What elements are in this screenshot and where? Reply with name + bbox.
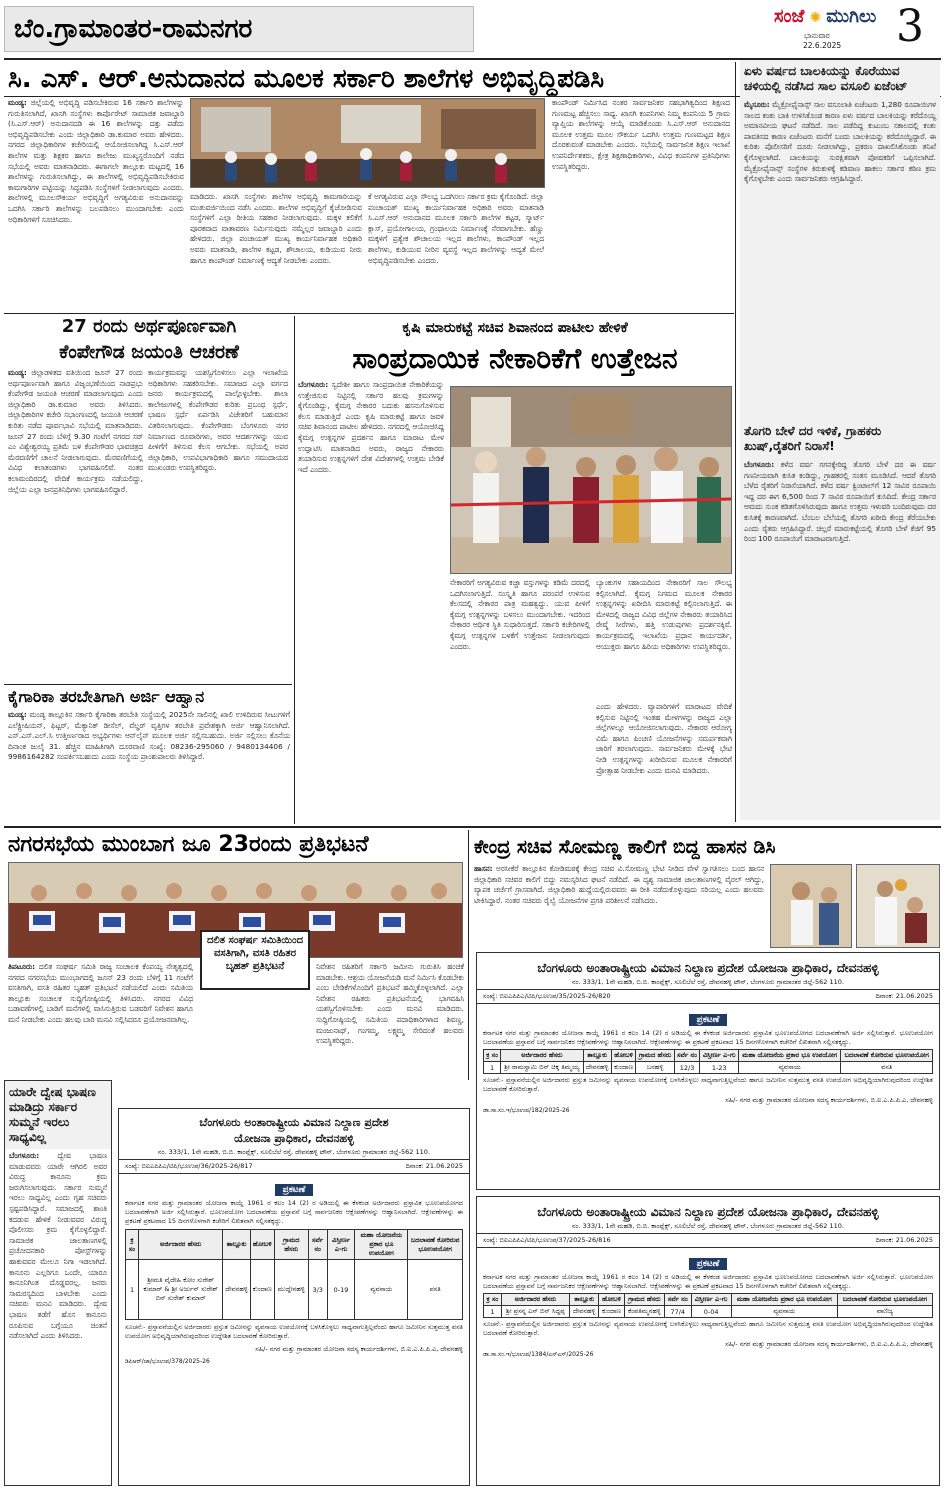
somanna-photo-2 [856, 864, 940, 948]
masthead [0, 0, 945, 58]
notice-1-table [483, 1049, 933, 1074]
notice-2-ref: ಸಂಖ್ಯೆ: ಬಿಐಎಪಿಪಿಎ/ಟಿಪಿ/ಭೂಉಪ/36/2025-26/817 [125, 1162, 253, 1170]
sidebar-headline-2: ತೊಗರಿ ಬೇಳೆ ದರ ಇಳಿಕೆ, ಗ್ರಾಹಕರು ಖುಷ್,ರೈತರಿಗೆ ನಿರಾಸೆ! [744, 424, 882, 453]
apprentice-body: ಮಂಡ್ಯ: ಮಂಡ್ಯ ತಾಲ್ಲೂಕಿನ ಸರ್ಕಾರಿ ಕೈಗಾರಿಕಾ ತರಬೇತಿ ಸಂಸ್ಥೆಯಲ್ಲಿ 2025ನೇ ಸಾಲಿನಲ್ಲಿ ಖಾಲಿ ಉಳಿದಿರುವ ಸೀಟುಗಳಿಗೆ ಎಲೆಕ್ಟ್ರೀಷಿಯನ್, ಫಿಟ್ಟರ್, ಮೆಕ್ಯಾನಿಕ್ ಡೀಸೆಲ್, ವೆಲ್ಡರ್ ವೃತ್ತಿಗಳ ತರಬೇತಿ ಪ್ರವೇಶಕ್ಕಾಗಿ ಅರ್ಜಿ ಆಹ್ವಾನಿಸಲಾಗಿದೆ. ಎಸ್.ಎಸ್.ಎಲ್.ಸಿ ಉತ್ತೀರ್ಣರಾದ ಅಭ್ಯರ್ಥಿಗಳು ಆನ್‌ಲೈನ್ ಮೂಲಕ ಅರ್ಜಿ ಸಲ್ಲಿಸಬಹುದು. ಅರ್ಜಿ ಸಲ್ಲಿಸಲು ಕೊನೆಯ ದಿನಾಂಕ ಜುಲೈ 31. ಹೆಚ್ಚಿನ ಮಾಹಿತಿಗಾಗಿ ದೂರವಾಣಿ ಸಂಖ್ಯೆ: 08236-295060 / 9480134406 / 9986164282 ಸಂಪರ್ಕಿಸಬಹುದು ಎಂದು ಸಂಸ್ಥೆಯ ಪ್ರಾಂಶುಪಾಲರು ತಿಳಿಸಿದ್ದಾರೆ. [8, 710, 290, 762]
notice-1-intro: ಕರ್ನಾಟಕ ನಗರ ಮತ್ತು ಗ್ರಾಮಾಂತರ ಯೋಜನಾ ಕಾಯ್ದೆ 1961 ರ ಕಲಂ 14 (2) ರ ಅಡಿಯಲ್ಲಿ ಈ ಕೆಳಕಂಡ ಅರ್ಜಿದಾರರು ಪ್ರಸ್ತಾವಿತ ಭೂಉಪಯೋಗದ ಬದಲಾವಣೆಗಾಗಿ ಅರ್ಜಿ ಸಲ್ಲಿಸಿರುತ್ತಾರೆ. ಭೂಉಪಯೋಗ ಬದಲಾವಣೆಯ ಪ್ರಸ್ತಾವನೆ ಬಗ್ಗೆ ಸಾರ್ವಜನಿಕರ ಆಕ್ಷೇಪಣೆಗಳನ್ನು ಆಹ್ವಾನಿಸಲಾಗಿದೆ. ಆಕ್ಷೇಪಣೆಗಳನ್ನು ಈ ಪ್ರಕಟಣೆ ಪ್ರಕಟವಾದ 15 ದಿನಗಳೊಳಗಾಗಿ ಕಚೇರಿಗೆ ಲಿಖಿತವಾಗಿ ಸಲ್ಲಿಸತಕ್ಕದ್ದು. [483, 1029, 933, 1046]
hate-speech-headline: ಯಾರೇ ದ್ವೇಷ ಭಾಷಣ ಮಾಡಿದ್ರು ಸರ್ಕಾರ ಸುಮ್ಮನೆ ಇರಲು ಸಾಧ್ಯವಿಲ್ಲ [5, 1081, 111, 1149]
somanna-dateline: ಹಾಸನ: [474, 864, 493, 873]
sidebar-body-2: ಕಳೆದ ವರ್ಷ ಗಗನಕ್ಕೇರಿದ್ದ ತೊಗರಿ ಬೇಳೆ ದರ ಈ ವರ್ಷ ಗಣನೀಯವಾಗಿ ಕುಸಿತ ಕಂಡಿದ್ದು, ಗ್ರಾಹಕರಲ್ಲಿ ಸಂತಸ ಮೂಡಿಸಿದೆ. ಆದರೆ ತೊಗರಿ ಬೆಳೆದ ರೈತರಿಗೆ ನಿರಾಸೆಯಾಗಿದೆ. ಕಳೆದ ವರ್ಷ ಕ್ವಿಂಟಾಲ್‌ಗೆ 12 ಸಾವಿರ ರೂಪಾಯಿ ಇದ್ದ ದರ ಈಗ 6,500 ರಿಂದ 7 ಸಾವಿರ ರೂಪಾಯಿಗೆ ಕುಸಿದಿದೆ. ಕೇಂದ್ರ ಸರ್ಕಾರ ಆಮದು ಸುಂಕ ಕಡಿತಗೊಳಿಸಿರುವುದು ಹಾಗೂ ಉತ್ತಮ ಇಳುವರಿ ಬಂದಿರುವುದು ದರ ಕುಸಿತಕ್ಕೆ ಕಾರಣವಾಗಿದೆ. ಬೆಂಬಲ ಬೆಲೆಯಲ್ಲಿ ತೊಗರಿ ಖರೀದಿ ಕೇಂದ್ರ ತೆರೆಯಬೇಕು ಎಂದು ರೈತರು ಆಗ್ರಹಿಸಿದ್ದಾರೆ. ಚಿಲ್ಲರೆ ಮಾರುಕಟ್ಟೆಯಲ್ಲಿ ತೊಗರಿ ಬೇಳೆ ಕೆಜಿಗೆ 95 ರಿಂದ 100 ರೂಪಾಯಿಗೆ ಮಾರಾಟವಾಗುತ್ತಿದೆ. [744, 460, 937, 544]
notice-3-slip: ಡಾ.ಸಾ.ಸಂ.ಇ/ಭೂಉಪ/1384/ಎಸ್‌ಎಸ್/2025-26 [483, 1351, 594, 1358]
sun-icon: ✺ [809, 10, 822, 26]
lead-col2: ಮಾಡಿದರು. ಖಾಸಗಿ ಸಂಸ್ಥೆಗಳು ಶಾಲೆಗಳ ಅಭಿವೃದ್ಧಿ ಕಾಮಗಾರಿಯನ್ನು ಮುತುವರ್ಜಿಯಿಂದ ನಡೆಸಿ ಎಂದರು. ಶಾಲೆಗಳ ಅಭಿವೃದ್ಧಿಗೆ ಕೈಜೋಡಿಸುವ ಸಂಸ್ಥೆಗಳಿಗೆ ಎಲ್ಲಾ ರೀತಿಯ ಸಹಕಾರ ನೀಡಲಾಗುವುದು. ಮಕ್ಕಳ ಕಲಿಕೆಗೆ ಪೂರಕವಾದ ವಾತಾವರಣ ನಿರ್ಮಿಸುವುದು ನಮ್ಮೆಲ್ಲರ ಜವಾಬ್ದಾರಿ ಎಂದು ಹೇಳಿದರು. ಜಿಲ್ಲಾ ಪಂಚಾಯತ್ ಮುಖ್ಯ ಕಾರ್ಯನಿರ್ವಾಹಕ ಅಧಿಕಾರಿ ಅವರು ಮಾತನಾಡಿ, ಶಾಲೆಗಳ ಕಟ್ಟಡ, ಶೌಚಾಲಯ, ಕುಡಿಯುವ ನೀರು ಹಾಗೂ ಕಾಂಪೌಂಡ್ ನಿರ್ಮಾಣಕ್ಕೆ ಆದ್ಯತೆ ನೀಡಬೇಕು ಎಂದರು. [190, 192, 362, 265]
notice-2-authority-2: ಯೋಜನಾ ಪ್ರಾಧಿಕಾರ, ದೇವನಹಳ್ಳಿ [234, 1132, 354, 1145]
notice-2-address: ನಂ. 333/1, 1ನೇ ಮಹಡಿ, ಬಿ.ಬಿ. ಕಾಂಪ್ಲೆಕ್ಸ್, ಸೂಲಿಬೆಲೆ ರಸ್ತೆ, ದೇವನಹಳ್ಳಿ ಟೌನ್, ಬೆಂಗಳೂರು ಗ್ರಾಮಾಂತರ ಜಿಲ್ಲೆ-562 110. [157, 1148, 430, 1156]
date: 22.6.2025 [803, 41, 842, 50]
protest-col1: ತಿಪಟೂರು: ದಲಿತ ಸಂಘರ್ಷ ಸಮಿತಿ ರಾಜ್ಯ ಸಂಚಾಲಕ ಕೆಂಪಯ್ಯ ನೇತೃತ್ವದಲ್ಲಿ ನಗರದ ನಗರಸಭೆಯ ಮುಂಭಾಗದಲ್ಲಿ ಜೂನ್ 23 ರಂದು ಬೆಳಿಗ್ಗೆ 11 ಗಂಟೆಗೆ ವಸತಿಗಾಗಿ, ವಸತಿ ರಹಿತರ ಬೃಹತ್ ಪ್ರತಿಭಟನೆ ನಡೆಯಲಿದೆ ಎಂದು ಸಮಿತಿಯ ತಾಲ್ಲೂಕು ಸಂಚಾಲಕ ಸುದ್ದಿಗೋಷ್ಠಿಯಲ್ಲಿ ತಿಳಿಸಿದರು. ನಗರದ ವಿವಿಧ ಬಡಾವಣೆಗಳಲ್ಲಿ ಬಾಡಿಗೆ ಮನೆಗಳಲ್ಲಿ ವಾಸಿಸುತ್ತಿರುವ ಬಡವರಿಗೆ ನಿವೇಶನ ಹಾಗೂ ಮನೆ ನೀಡಬೇಕು ಎಂದು ಹಲವು ಬಾರಿ ಮನವಿ ಸಲ್ಲಿಸಿದರೂ ಪ್ರಯೋಜನವಾಗಿಲ್ಲ. [8, 962, 193, 1024]
table-header-row: ಕ್ರ ಸಂ ಅರ್ಜಿದಾರರ ಹೆಸರು ತಾಲ್ಲೂಕು ಹೋಬಳಿ ಗ್ರಾಮದ ಹೆಸರು ಸರ್ವೆ ನಂ ವಿಸ್ತೀರ್ಣ ಎ-ಗು ಮಹಾ ಯೋಜನೆಯ ಪ್ರಕಾರ ಭೂ ಉಪಯೋಗ ಬದಲಾವಣೆ ಕೋರಿರುವ ಭೂಉಪಯೋಗ [126, 1230, 463, 1260]
weekday: ಭಾನುವಾರ [804, 31, 830, 40]
notice-2 [118, 1108, 470, 1486]
notice-1-address: ನಂ. 333/1, 1ನೇ ಮಹಡಿ, ಬಿ.ಬಿ. ಕಾಂಪ್ಲೆಕ್ಸ್, ಸೂಲಿಬೆಲೆ ರಸ್ತೆ, ದೇವನಹಳ್ಳಿ ಟೌನ್, ಬೆಂಗಳೂರು ಗ್ರಾಮಾಂತರ ಜಿಲ್ಲೆ-562 110. [571, 978, 844, 986]
notice-3-ref: ಸಂಖ್ಯೆ: ಬಿಐಎಪಿಪಿಎ/ಟಿಪಿ/ಭೂಉಪ/37/2025-26/816 [483, 1236, 611, 1244]
paper-logo [774, 6, 894, 30]
notice-3-table [483, 1293, 933, 1318]
shivananda-col2: ನೇಕಾರರಿಗೆ ಅಗತ್ಯವಿರುವ ಕಚ್ಚಾ ವಸ್ತುಗಳನ್ನು ಕಡಿಮೆ ದರದಲ್ಲಿ ಒದಗಿಸಲಾಗುತ್ತಿದೆ. ಸಂಸ್ಕೃತಿ ಹಾಗೂ ಪರಂಪರೆ ಉಳಿಸುವ ಕೆಲಸದಲ್ಲಿ ನೇಕಾರರ ಪಾತ್ರ ಮಹತ್ವದ್ದು. ಯುವ ಪೀಳಿಗೆ ಕೈಮಗ್ಗ ಉತ್ಪನ್ನಗಳನ್ನು ಬಳಸಲು ಮುಂದಾಗಬೇಕು. ಇದರಿಂದ ನೇಕಾರರ ಆರ್ಥಿಕ ಸ್ಥಿತಿ ಸುಧಾರಿಸುತ್ತದೆ. ಸರ್ಕಾರಿ ಕಚೇರಿಗಳಲ್ಲಿ ಕೈಮಗ್ಗ ಉತ್ಪನ್ನಗಳ ಬಳಕೆಗೆ ಉತ್ತೇಜನ ನೀಡಲಾಗುವುದು ಎಂದರು. [450, 578, 590, 651]
notice-1 [476, 952, 940, 1190]
notice-1-authority: ಬೆಂಗಳೂರು ಅಂತಾರಾಷ್ಟ್ರೀಯ ವಿಮಾನ ನಿಲ್ದಾಣ ಪ್ರದೇಶ ಯೋಜನಾ ಪ್ರಾಧಿಕಾರ, ದೇವನಹಳ್ಳಿ [537, 961, 879, 975]
logo-word-1: ಸಂಜೆ [774, 6, 805, 27]
table-row: 1 ಶ್ರೀ ರಾಮಸ್ವಾಮಿ ಬಿನ್ ಚಿಕ್ಕ ತಿಮ್ಮಯ್ಯ ದೇವನಹಳ್ಳಿ ಕುಂದಾಣ ಬನಹಳ್ಳಿ 12/3 1-23 ವ್ಯವಸಾಯ ವಸತಿ [484, 1062, 933, 1074]
protest-box-title: ದಲಿತ ಸಂಘರ್ಷ ಸಮಿತಿಯಿಂದ ವಸತಿಗಾಗಿ, ವಸತಿ ರಹಿತರ ಬೃಹತ್ ಪ್ರತಿಭಟನೆ [206, 935, 304, 972]
notice-2-title: ಪ್ರಕಟಣೆ [275, 1184, 314, 1196]
kempegowda-headline-1: 27 ರಂದು ಅರ್ಥಪೂರ್ಣವಾಗಿ [61, 316, 237, 337]
sidebar-dateline-1: ಮೈಸೂರು: [744, 100, 770, 109]
protest-headline: ನಗರಸಭೆಯ ಮುಂಬಾಗ ಜೂ 23ರಂದು ಪ್ರತಿಭಟನೆ [8, 832, 369, 857]
notice-1-note: ಸೂಚನೆ:- ಪ್ರಸ್ತಾವನೆಯಲ್ಲಿನ ಅರ್ಜಿದಾರರು ಪ್ರಸ್ತುತ ಜಮೀನನ್ನು ವ್ಯವಸಾಯ ಉಪಯೋಗಕ್ಕೆ ಬಳಸಿಕೊಳ್ಳಲು ಸಾಧ್ಯವಾಗುತ್ತಿಲ್ಲವೆಂದು ಹಾಗೂ ಜಮೀನಿನ ಸುತ್ತಮುತ್ತ ವಸತಿ ಉಪಯೋಗ ಅಭಿವೃದ್ಧಿಯಾಗಿರುವುದರಿಂದ ಉದ್ದೇಶಿತ ಬದಲಾವಣೆ ಕೋರಿರುತ್ತಾರೆ. [483, 1076, 933, 1093]
notice-2-slip: ಡಿಪಿಆರ್/ಜಾ/ಭೂಉಪ/378/2025-26 [125, 1358, 210, 1365]
sidebar-story-2 [740, 420, 940, 820]
page-number: 3 [896, 1, 924, 52]
protest-dateline: ತಿಪಟೂರು: [8, 962, 36, 971]
notice-2-intro: ಕರ್ನಾಟಕ ನಗರ ಮತ್ತು ಗ್ರಾಮಾಂತರ ಯೋಜನಾ ಕಾಯ್ದೆ 1961 ರ ಕಲಂ 14 (2) ರ ಅಡಿಯಲ್ಲಿ ಈ ಕೆಳಕಂಡ ಅರ್ಜಿದಾರರು ಪ್ರಸ್ತಾವಿತ ಭೂಉಪಯೋಗದ ಬದಲಾವಣೆಗಾಗಿ ಅರ್ಜಿ ಸಲ್ಲಿಸಿರುತ್ತಾರೆ. ಭೂಉಪಯೋಗ ಬದಲಾವಣೆಯ ಪ್ರಸ್ತಾವನೆ ಬಗ್ಗೆ ಸಾರ್ವಜನಿಕರ ಆಕ್ಷೇಪಣೆಗಳನ್ನು ಆಹ್ವಾನಿಸಲಾಗಿದೆ. ಆಕ್ಷೇಪಣೆಗಳನ್ನು ಈ ಪ್ರಕಟಣೆ ಪ್ರಕಟವಾದ 15 ದಿನಗಳೊಳಗಾಗಿ ಕಚೇರಿಗೆ ಲಿಖಿತವಾಗಿ ಸಲ್ಲಿಸತಕ್ಕದ್ದು. [125, 1199, 463, 1225]
lead-col4: ಕಾಂಪೌಂಡ್ ನಿರ್ಮಿಸಿದ ನಂತರ ಸಾರ್ವಜನಿಕರ ಸಹಭಾಗಿತ್ವದಿಂದ ಶಿಕ್ಷಣದ ಗುಣಮಟ್ಟ ಹೆಚ್ಚಿಸಲು ಸಾಧ್ಯ. ಖಾಸಗಿ ಕಂಪನಿಗಳು ನಿಮ್ಮ ಕಂಪನಿಯ 5 ಗ್ರಾಮ ವ್ಯಾಪ್ತಿಯ ಶಾಲೆಗಳನ್ನು ಆಯ್ಕೆ ಮಾಡಿಕೊಂಡು ಸಿ.ಎಸ್.ಆರ್ ಅನುದಾನದ ಮೂಲಕ ಉತ್ತಮ ಮೂಲ ಸೌಕರ್ಯ ಒದಗಿಸಿ ಉತ್ತಮ ಗುಣಮಟ್ಟದ ಶಿಕ್ಷಣ ದೊರಕುವಂತೆ ಮಾಡಬೇಕು ಎಂದರು. ಸಭೆಯಲ್ಲಿ ಸಾರ್ವಜನಿಕ ಶಿಕ್ಷಣ ಇಲಾಖೆ ಉಪನಿರ್ದೇಶಕರು, ಕ್ಷೇತ್ರ ಶಿಕ್ಷಣಾಧಿಕಾರಿಗಳು, ವಿವಿಧ ಕಂಪನಿಗಳ ಪ್ರತಿನಿಧಿಗಳು ಉಪಸ್ಥಿತರಿದ್ದರು. [552, 98, 730, 171]
sidebar-headline-1: ಏಳು ವರ್ಷದ ಬಾಲಕಿಯನ್ನು ಕೊರೆಯುವ ಚಳಿಯಲ್ಲಿ ನಡೆಸಿದ ಸಾಲ ವಸೂಲಿ ಏಜೆಂಟ್ [744, 64, 908, 93]
somanna-body: ಹಾಸನ: ಅರಸೀಕೆರೆ ತಾಲ್ಲೂಕಿನ ಕೋಡಿಮಠಕ್ಕೆ ಕೇಂದ್ರ ಸಚಿವ ವಿ.ಸೋಮಣ್ಣ ಭೇಟಿ ನೀಡಿದ ವೇಳೆ ಸ್ವಾಗತಿಸಲು ಬಂದ ಹಾಸನ ಜಿಲ್ಲಾಧಿಕಾರಿ ಸಚಿವರ ಕಾಲಿಗೆ ಬಿದ್ದು ನಮಸ್ಕರಿಸಿದ ಘಟನೆ ನಡೆದಿದೆ. ಈ ದೃಶ್ಯ ಸಾಮಾಜಿಕ ಜಾಲತಾಣಗಳಲ್ಲಿ ವೈರಲ್ ಆಗಿದ್ದು, ವ್ಯಾಪಕ ಚರ್ಚೆಗೆ ಗ್ರಾಸವಾಗಿದೆ. ಜಿಲ್ಲಾಧಿಕಾರಿ ಹುದ್ದೆಯಲ್ಲಿರುವವರು ಈ ರೀತಿ ನಡೆದುಕೊಳ್ಳುವುದು ಸರಿಯಲ್ಲ ಎಂದು ಹಲವರು ಟೀಕಿಸಿದ್ದಾರೆ. ನಂತರ ಸಚಿವರು ರೈಲ್ವೆ ಯೋಜನೆಗಳ ಪ್ರಗತಿ ಪರಿಶೀಲನೆ ನಡೆಸಿದರು. [474, 864, 764, 905]
sidebar-story-1 [740, 60, 940, 420]
apprentice-headline: ಕೈಗಾರಿಕಾ ತರಬೇತಿಗಾಗಿ ಅರ್ಜಿ ಆಹ್ವಾನ [8, 687, 205, 706]
notice-2-table [125, 1229, 463, 1320]
lead-col1: ಮಂಡ್ಯ: ಜಿಲ್ಲೆಯಲ್ಲಿ ಅಭಿವೃದ್ಧಿ ಪಡಿಸಬೇಕಿರುವ 16 ಸರ್ಕಾರಿ ಶಾಲೆಗಳನ್ನು ಗುರುತಿಸಲಾಗಿದೆ, ಖಾಸಗಿ ಸಂಸ್ಥೆಗಳು ಕಾರ್ಪೊರೇಟ್ ಸಾಮಾಜಿಕ ಜವಾಬ್ದಾರಿ (ಸಿ.ಎಸ್.ಆರ್) ಅನುದಾನದಡಿ ಈ 16 ಶಾಲೆಗಳನ್ನು ದತ್ತು ಪಡೆದು ಅಭಿವೃದ್ಧಿಪಡಿಸಬೇಕು ಎಂದು ಜಿಲ್ಲಾಧಿಕಾರಿ ಡಾ.ಕುಮಾರ ಅವರು ಹೇಳಿದರು. ನಗರದ ಜಿಲ್ಲಾಧಿಕಾರಿಗಳ ಕಚೇರಿಯಲ್ಲಿ ಆಯೋಜಿಸಲಾಗಿದ್ದ ಸಿ.ಎಸ್.ಆರ್ ಶಾಲೆಗಳ ಮತ್ತು ಶಿಕ್ಷಕರ ಹಾಗೂ ಕಾಲೇಜು ಮುಖ್ಯಸ್ಥರೊಂದಿಗೆ ನಡೆದ ಸಭೆಯಲ್ಲಿ ಅವರು ಮಾತನಾಡಿದರು. ಈಗಾಗಲೇ ತಾಲ್ಲೂಕು ಮಟ್ಟದಲ್ಲಿ 16 ಶಾಲೆಗಳನ್ನು ಗುರುತಿಸಲಾಗಿದ್ದು, ಈ ಶಾಲೆಗಳಲ್ಲಿ ಅಭಿವೃದ್ಧಿಪಡಿಸಬೇಕಿರುವ ಕಾಮಗಾರಿಗಳ ಪಟ್ಟಿಯನ್ನು ಸಿದ್ಧಪಡಿಸಿ ಸಂಸ್ಥೆಗಳಿಗೆ ನೀಡಲಾಗುವುದು ಎಂದರು. ಶಾಲೆಗಳಲ್ಲಿ ಮೂಲಸೌಕರ್ಯ ಅಭಿವೃದ್ಧಿಗೆ ಅಗತ್ಯವಿರುವ ಅನುದಾನವನ್ನು ಒದಗಿಸಿ ಸರ್ಕಾರಿ ಶಾಲೆಗಳನ್ನು ಬಲಪಡಿಸಲು ಮುಂದಾಗಬೇಕು ಎಂದು ಅಧಿಕಾರಿಗಳಿಗೆ ಸೂಚಿಸಿದರು. [8, 98, 184, 224]
notice-3-title: ಪ್ರಕಟಣೆ [689, 1258, 728, 1270]
notice-1-ref: ಸಂಖ್ಯೆ: ಬಿಐಎಪಿಪಿಎ/ಟಿಪಿ/ಭೂಉಪ/35/2025-26/820 [483, 992, 611, 1000]
hate-speech-body: ದ್ವೇಷ ಭಾಷಣ ಮಾಡುವವರು ಯಾರೇ ಆಗಿರಲಿ ಅವರ ವಿರುದ್ಧ ಕಾನೂನು ಕ್ರಮ ಜರುಗಿಸಲಾಗುವುದು. ಸರ್ಕಾರ ಸುಮ್ಮನೆ ಇರಲು ಸಾಧ್ಯವಿಲ್ಲ ಎಂದು ಗೃಹ ಸಚಿವರು ಸ್ಪಷ್ಟಪಡಿಸಿದ್ದಾರೆ. ಸಮಾಜದಲ್ಲಿ ಶಾಂತಿ ಕದಡುವ ಹೇಳಿಕೆ ನೀಡುವವರ ವಿರುದ್ಧ ಪೊಲೀಸರು ಕ್ರಮ ಕೈಗೊಳ್ಳಲಿದ್ದಾರೆ. ಸಾಮಾಜಿಕ ಜಾಲತಾಣಗಳಲ್ಲಿ ಪ್ರಚೋದನಕಾರಿ ಪೋಸ್ಟ್‌ಗಳನ್ನು ಹಾಕುವವರ ಮೇಲೂ ನಿಗಾ ಇಡಲಾಗಿದೆ. ಕಾನೂನು ಎಲ್ಲರಿಗೂ ಒಂದೇ, ಯಾರೂ ಕಾನೂನಿಗಿಂತ ದೊಡ್ಡವರಲ್ಲ. ಜನರು ಸಾಮರಸ್ಯದಿಂದ ಬಾಳಬೇಕು ಎಂದು ಸಚಿವರು ಮನವಿ ಮಾಡಿದರು. ದ್ವೇಷ ಭಾಷಣ ತಡೆಗೆ ಹೊಸ ಕಾನೂನು ರೂಪಿಸುವ ಬಗ್ಗೆಯೂ ಚಿಂತನೆ ನಡೆಸಲಾಗಿದೆ ಎಂದು ತಿಳಿಸಿದರು. [9, 1151, 107, 1341]
notice-1-signature: ಸಹಿ/- ನಗರ ಮತ್ತು ಗ್ರಾಮಾಂತರ ಯೋಜನಾ ಸದಸ್ಯ ಕಾರ್ಯದರ್ಶಿಗಳು, ಬಿ.ಐ.ಎ.ಪಿ.ಪಿ.ಎ, ದೇವನಹಳ್ಳಿ [725, 1096, 933, 1104]
kempegowda-headline-2: ಕೆಂಪೇಗೌಡ ಜಯಂತಿ ಆಚರಣೆ [59, 341, 239, 363]
lead-dateline: ಮಂಡ್ಯ: [8, 98, 27, 107]
table-row: 1 ಶ್ರೀಮತಿ ವೈದೇಹಿ ಕೋಂ ಸುರೇಶ್ ಕುಮಾರ್ & ಶ್ರೀ ಅರ್ಜುನ್ ಸುರೇಶ್ ಬಿನ್ ಸುರೇಶ್ ಕುಮಾರ್ ದೇವನಹಳ್ಳಿ ಕುಂದಾಣ ಮುದ್ದೇನಹಳ್ಳಿ 3/3 0-19 ವ್ಯವಸಾಯ ವಸತಿ [126, 1260, 463, 1320]
sidebar-dateline-2: ಬೆಂಗಳೂರು: [744, 460, 775, 469]
sidebar-body-1: ಮೈಕ್ರೋಫೈನಾನ್ಸ್ ಸಾಲ ವಸೂಲಾತಿ ಏಜೆಂಟರು 1,280 ರೂಪಾಯಿಗಳ ಸಾಲದ ಕಂತು ಬಾಕಿ ಉಳಿಸಿಕೊಂಡ ಕಾರಣ ಏಳು ವರ್ಷದ ಬಾಲಕಿಯನ್ನು ಕರೆದೊಯ್ದ ಅಮಾನವೀಯ ಘಟನೆ ನಡೆದಿದೆ. ಸಾಲ ಪಡೆದಿದ್ದ ಕುಟುಂಬ ಸಕಾಲದಲ್ಲಿ ಕಂತು ಪಾವತಿಸದ ಕಾರಣ ಏಜೆಂಟರು ಮನೆಗೆ ಬಂದು ಬಾಲಕಿಯನ್ನು ಕರೆದೊಯ್ದಿದ್ದಾರೆ. ಈ ಕುರಿತು ಪೊಲೀಸರಿಗೆ ದೂರು ನೀಡಲಾಗಿದ್ದು, ಪ್ರಕರಣ ದಾಖಲಿಸಿಕೊಂಡು ತನಿಖೆ ಕೈಗೊಳ್ಳಲಾಗಿದೆ. ಬಾಲಕಿಯನ್ನು ಸುರಕ್ಷಿತವಾಗಿ ಪೋಷಕರಿಗೆ ಒಪ್ಪಿಸಲಾಗಿದೆ. ಮೈಕ್ರೋಫೈನಾನ್ಸ್ ಸಂಸ್ಥೆಗಳ ಕಿರುಕುಳಕ್ಕೆ ಕಡಿವಾಣ ಹಾಕಲು ಸರ್ಕಾರ ಕಠಿಣ ಕ್ರಮ ಕೈಗೊಳ್ಳಬೇಕು ಎಂದು ಸಾರ್ವಜನಿಕರು ಆಗ್ರಹಿಸಿದ್ದಾರೆ. [744, 100, 936, 184]
notice-3-address: ನಂ. 333/1, 1ನೇ ಮಹಡಿ, ಬಿ.ಬಿ. ಕಾಂಪ್ಲೆಕ್ಸ್, ಸೂಲಿಬೆಲೆ ರಸ್ತೆ, ದೇವನಹಳ್ಳಿ ಟೌನ್, ಬೆಂಗಳೂರು ಗ್ರಾಮಾಂತರ ಜಿಲ್ಲೆ-562 110. [571, 1222, 844, 1230]
notice-1-date: ದಿನಾಂಕ: 21.06.2025 [875, 992, 933, 1000]
table-header-row: ಕ್ರ ಸಂ ಅರ್ಜಿದಾರರ ಹೆಸರು ತಾಲ್ಲೂಕು ಹೋಬಳಿ ಗ್ರಾಮದ ಹೆಸರು ಸರ್ವೆ ನಂ ವಿಸ್ತೀರ್ಣ ಎ-ಗು ಮಹಾ ಯೋಜನೆಯ ಪ್ರಕಾರ ಭೂ ಉಪಯೋಗ ಬದಲಾವಣೆ ಕೋರಿರುವ ಭೂಉಪಯೋಗ [484, 1050, 933, 1062]
somanna-headline: ಕೇಂದ್ರ ಸಚಿವ ಸೋಮಣ್ಣ ಕಾಲಿಗೆ ಬಿದ್ದ ಹಾಸನ ಡಿಸಿ [474, 836, 776, 858]
notice-3-note: ಸೂಚನೆ:- ಪ್ರಸ್ತಾವನೆಯಲ್ಲಿನ ಅರ್ಜಿದಾರರು ಪ್ರಸ್ತುತ ಜಮೀನನ್ನು ವ್ಯವಸಾಯ ಉಪಯೋಗಕ್ಕೆ ಬಳಸಿಕೊಳ್ಳಲು ಸಾಧ್ಯವಾಗುತ್ತಿಲ್ಲವೆಂದು ಹಾಗೂ ಜಮೀನಿನ ಸುತ್ತಮುತ್ತ ವಸತಿ ಉಪಯೋಗ ಅಭಿವೃದ್ಧಿಯಾಗಿರುವುದರಿಂದ ಉದ್ದೇಶಿತ ಬದಲಾವಣೆ ಕೋರಿರುತ್ತಾರೆ. [483, 1320, 933, 1337]
hate-speech-dateline: ಬೆಂಗಳೂರು: [9, 1151, 40, 1160]
notice-3-date: ದಿನಾಂಕ: 21.06.2025 [875, 1236, 933, 1244]
notice-1-slip: ಡಾ.ಸಾ.ಸಂ.ಇ/ಭೂಉಪ/182/2025-26 [483, 1107, 570, 1114]
kempegowda-dateline: ಮಂಡ್ಯ: [8, 368, 27, 377]
hate-speech-story [4, 1080, 112, 1486]
shivananda-col1: ಬೆಂಗಳೂರು: ಸ್ವದೇಶೀ ಹಾಗೂ ಸಾಂಪ್ರದಾಯಿಕ ನೇಕಾರಿಕೆಯನ್ನು ಉತ್ತೇಜಿಸುವ ನಿಟ್ಟಿನಲ್ಲಿ ಸರ್ಕಾರ ಹಲವು ಕ್ರಮಗಳನ್ನು ಕೈಗೊಂಡಿದ್ದು, ಕೈಮಗ್ಗ ನೇಕಾರರ ಬದುಕು ಹಸನುಗೊಳಿಸುವ ಕೆಲಸ ಮಾಡುತ್ತಿದೆ ಎಂದು ಕೃಷಿ ಮಾರುಕಟ್ಟೆ ಹಾಗೂ ಜವಳಿ ಸಚಿವ ಶಿವಾನಂದ ಪಾಟೀಲ ಹೇಳಿದರು. ನಗರದಲ್ಲಿ ಆಯೋಜಿಸಿದ್ದ ಕೈಮಗ್ಗ ಉತ್ಪನ್ನಗಳ ಪ್ರದರ್ಶನ ಹಾಗೂ ಮಾರಾಟ ಮೇಳ ಉದ್ಘಾಟಿಸಿ ಮಾತನಾಡಿದ ಅವರು, ರಾಜ್ಯದ ನೇಕಾರರು ತಯಾರಿಸುವ ಉತ್ಪನ್ನಗಳಿಗೆ ದೇಶ ವಿದೇಶಗಳಲ್ಲಿ ಉತ್ತಮ ಬೇಡಿಕೆ ಇದೆ ಎಂದರು. [298, 380, 444, 474]
shivananda-headline: ಸಾಂಪ್ರದಾಯಿಕ ನೇಕಾರಿಕೆಗೆ ಉತ್ತೇಜನ [352, 342, 678, 375]
kempegowda-col1: ಮಂಡ್ಯ: ಜಿಲ್ಲಾಡಳಿತದ ವತಿಯಿಂದ ಜೂನ್ 27 ರಂದು ಅರ್ಥಪೂರ್ಣವಾಗಿ ಹಾಗೂ ವಿಜೃಂಭಣೆಯಿಂದ ನಾಡಪ್ರಭು ಕೆಂಪೇಗೌಡ ಜಯಂತಿ ಆಚರಣೆ ಮಾಡಲಾಗುವುದು ಎಂದು ಜಿಲ್ಲಾಧಿಕಾರಿ ಡಾ.ಕುಮಾರ ಅವರು ತಿಳಿಸಿದರು. ಜಿಲ್ಲಾಧಿಕಾರಿಗಳ ಕಚೇರಿ ಸಭಾಂಗಣದಲ್ಲಿ ಜಯಂತಿ ಆಚರಣೆ ಕುರಿತು ನಡೆದ ಪೂರ್ವಭಾವಿ ಸಭೆಯಲ್ಲಿ ಮಾತನಾಡಿದರು. ಜೂನ್ 27 ರಂದು ಬೆಳಿಗ್ಗೆ 9.30 ಗಂಟೆಗೆ ನಗರದ ಸರ್ ಎಂ ವಿಶ್ವೇಶ್ವರಯ್ಯ ಪ್ರತಿಮೆ ಬಳಿ ಕೆಂಪೇಗೌಡರ ಭಾವಚಿತ್ರದ ಮೆರವಣಿಗೆಗೆ ಚಾಲನೆ ನೀಡಲಾಗುವುದು. ಮೆರವಣಿಗೆಯಲ್ಲಿ ವಿವಿಧ ಕಲಾತಂಡಗಳು ಭಾಗವಹಿಸಲಿವೆ. ನಂತರ ಕಲಾಮಂದಿರದಲ್ಲಿ ವೇದಿಕೆ ಕಾರ್ಯಕ್ರಮ ನಡೆಯಲಿದ್ದು, ಜಿಲ್ಲೆಯ ಎಲ್ಲಾ ಜನಪ್ರತಿನಿಧಿಗಳು ಭಾಗವಹಿಸಲಿದ್ದಾರೆ. [8, 368, 143, 494]
table-row: 1 ಶ್ರೀ ಪ್ರಸನ್ನ ಎಸ್ ಬಿನ್ ಸಿದ್ದಪ್ಪ ದೇವನಹಳ್ಳಿ ಕುಂದಾಣ ಕೆಂಪತಿಮ್ಮನಹಳ್ಳಿ 77/4 0-04 ವ್ಯವಸಾಯ ವಾಣಿಜ್ಯ [484, 1306, 933, 1318]
protest-box [200, 930, 310, 990]
notice-3-signature: ಸಹಿ/- ನಗರ ಮತ್ತು ಗ್ರಾಮಾಂತರ ಯೋಜನಾ ಸದಸ್ಯ ಕಾರ್ಯದರ್ಶಿಗಳು, ಬಿ.ಐ.ಎ.ಪಿ.ಪಿ.ಎ, ದೇವನಹಳ್ಳಿ [725, 1340, 933, 1348]
ribbon-cutting-photo [450, 386, 732, 574]
notice-3-authority: ಬೆಂಗಳೂರು ಅಂತಾರಾಷ್ಟ್ರೀಯ ವಿಮಾನ ನಿಲ್ದಾಣ ಪ್ರದೇಶ ಯೋಜನಾ ಪ್ರಾಧಿಕಾರ, ದೇವನಹಳ್ಳಿ [537, 1205, 879, 1219]
notice-2-note: ಸೂಚನೆ:- ಪ್ರಸ್ತಾವನೆಯಲ್ಲಿನ ಅರ್ಜಿದಾರರು ಪ್ರಸ್ತುತ ಜಮೀನನ್ನು ವ್ಯವಸಾಯ ಉಪಯೋಗಕ್ಕೆ ಬಳಸಿಕೊಳ್ಳಲು ಸಾಧ್ಯವಾಗುತ್ತಿಲ್ಲವೆಂದು ಹಾಗೂ ಜಮೀನಿನ ಸುತ್ತಮುತ್ತ ವಸತಿ ಉಪಯೋಗ ಅಭಿವೃದ್ಧಿಯಾಗಿರುವುದರಿಂದ ಉದ್ದೇಶಿತ ಬದಲಾವಣೆ ಕೋರಿರುತ್ತಾರೆ. [125, 1323, 463, 1340]
apprentice-dateline: ಮಂಡ್ಯ: [8, 710, 27, 719]
table-header-row: ಕ್ರ ಸಂ ಅರ್ಜಿದಾರರ ಹೆಸರು ತಾಲ್ಲೂಕು ಹೋಬಳಿ ಗ್ರಾಮದ ಹೆಸರು ಸರ್ವೆ ನಂ ವಿಸ್ತೀರ್ಣ ಎ-ಗು ಮಹಾ ಯೋಜನೆಯ ಪ್ರಕಾರ ಭೂ ಉಪಯೋಗ ಬದಲಾವಣೆ ಕೋರಿರುವ ಭೂಉಪಯೋಗ [484, 1294, 933, 1306]
protest-col2: ನಿವೇಶನ ರಹಿತರಿಗೆ ಸರ್ಕಾರಿ ಜಮೀನು ಗುರುತಿಸಿ ಹಂಚಿಕೆ ಮಾಡಬೇಕು. ಆಶ್ರಯ ಯೋಜನೆಯಡಿ ಮನೆ ನಿರ್ಮಿಸಿ ಕೊಡಬೇಕು ಎಂಬ ಬೇಡಿಕೆಗಳೊಂದಿಗೆ ಪ್ರತಿಭಟನೆ ಹಮ್ಮಿಕೊಳ್ಳಲಾಗಿದೆ. ಎಲ್ಲಾ ನಿವೇಶನ ರಹಿತರು ಪ್ರತಿಭಟನೆಯಲ್ಲಿ ಭಾಗವಹಿಸಿ ಯಶಸ್ವಿಗೊಳಿಸಬೇಕು ಎಂದು ಮನವಿ ಮಾಡಿದರು. ಸುದ್ದಿಗೋಷ್ಠಿಯಲ್ಲಿ ಸಮಿತಿಯ ಪದಾಧಿಕಾರಿಗಳಾದ ಶಿವಣ್ಣ, ಮಂಜುನಾಥ್, ಗಂಗಮ್ಮ, ಲಕ್ಷ್ಮಮ್ಮ ಸೇರಿದಂತೆ ಹಲವರು ಉಪಸ್ಥಿತರಿದ್ದರು. [316, 962, 464, 1046]
shivananda-col4: ಎಂದು ಹೇಳಿದರು. ವ್ಯಾಪಾರಿಗಳಿಗೆ ಮಾರಾಟದ ವೇದಿಕೆ ಕಲ್ಪಿಸುವ ನಿಟ್ಟಿನಲ್ಲಿ ಇಂತಹ ಮೇಳಗಳನ್ನು ರಾಜ್ಯದ ಎಲ್ಲಾ ಜಿಲ್ಲೆಗಳಲ್ಲೂ ಆಯೋಜಿಸಲಾಗುವುದು. ನೇಕಾರರ ಆರೋಗ್ಯ ವಿಮೆ ಹಾಗೂ ಪಿಂಚಣಿ ಯೋಜನೆಗಳನ್ನು ಸಮರ್ಪಕವಾಗಿ ಜಾರಿಗೆ ತರಲಾಗುವುದು. ಸಾರ್ವಜನಿಕರು ಮೇಳಕ್ಕೆ ಭೇಟಿ ನೀಡಿ ಉತ್ಪನ್ನಗಳನ್ನು ಖರೀದಿಸುವ ಮೂಲಕ ನೇಕಾರರಿಗೆ ಪ್ರೋತ್ಸಾಹ ನೀಡಬೇಕು ಎಂದು ಮನವಿ ಮಾಡಿದರು. [596, 702, 732, 775]
notice-3 [476, 1196, 940, 1486]
shivananda-col3: ಬ್ಯಾಂಕುಗಳ ಸಹಾಯದಿಂದ ನೇಕಾರರಿಗೆ ಸಾಲ ಸೌಲಭ್ಯ ಕಲ್ಪಿಸಲಾಗಿದೆ. ಕೈಮಗ್ಗ ನಿಗಮದ ಮೂಲಕ ನೇಕಾರರ ಉತ್ಪನ್ನಗಳನ್ನು ಖರೀದಿಸಿ ಮಾರುಕಟ್ಟೆ ಕಲ್ಪಿಸಲಾಗುತ್ತಿದೆ. ಈ ಮೇಳದಲ್ಲಿ ರಾಜ್ಯದ ವಿವಿಧ ಜಿಲ್ಲೆಗಳ ನೇಕಾರರು ತಯಾರಿಸಿದ ರೇಷ್ಮೆ ಸೀರೆಗಳು, ಹತ್ತಿ ಉಡುಪುಗಳು ಪ್ರದರ್ಶನಕ್ಕಿವೆ. ಕಾರ್ಯಕ್ರಮದಲ್ಲಿ ಇಲಾಖೆಯ ಪ್ರಧಾನ ಕಾರ್ಯದರ್ಶಿ, ಆಯುಕ್ತರು ಹಾಗೂ ಹಿರಿಯ ಅಧಿಕಾರಿಗಳು ಉಪಸ್ಥಿತರಿದ್ದರು. [596, 578, 732, 651]
shivananda-dateline: ಬೆಂಗಳೂರು: [298, 380, 329, 389]
meeting-photo [190, 98, 545, 188]
notice-3-intro: ಕರ್ನಾಟಕ ನಗರ ಮತ್ತು ಗ್ರಾಮಾಂತರ ಯೋಜನಾ ಕಾಯ್ದೆ 1961 ರ ಕಲಂ 14 (2) ರ ಅಡಿಯಲ್ಲಿ ಈ ಕೆಳಕಂಡ ಅರ್ಜಿದಾರರು ಪ್ರಸ್ತಾವಿತ ಭೂಉಪಯೋಗದ ಬದಲಾವಣೆಗಾಗಿ ಅರ್ಜಿ ಸಲ್ಲಿಸಿರುತ್ತಾರೆ. ಭೂಉಪಯೋಗ ಬದಲಾವಣೆಯ ಪ್ರಸ್ತಾವನೆ ಬಗ್ಗೆ ಸಾರ್ವಜನಿಕರ ಆಕ್ಷೇಪಣೆಗಳನ್ನು ಆಹ್ವಾನಿಸಲಾಗಿದೆ. ಆಕ್ಷೇಪಣೆಗಳನ್ನು ಈ ಪ್ರಕಟಣೆ ಪ್ರಕಟವಾದ 15 ದಿನಗಳೊಳಗಾಗಿ ಕಚೇರಿಗೆ ಲಿಖಿತವಾಗಿ ಸಲ್ಲಿಸತಕ್ಕದ್ದು. [483, 1273, 933, 1290]
notice-2-signature: ಸಹಿ/- ನಗರ ಮತ್ತು ಗ್ರಾಮಾಂತರ ಯೋಜನಾ ಸದಸ್ಯ ಕಾರ್ಯದರ್ಶಿಗಳು, ಬಿ.ಐ.ಎ.ಪಿ.ಪಿ.ಎ, ದೇವನಹಳ್ಳಿ [255, 1345, 463, 1353]
notice-2-authority-1: ಬೆಂಗಳೂರು ಅಂತಾರಾಷ್ಟ್ರೀಯ ವಿಮಾನ ನಿಲ್ದಾಣ ಪ್ರದೇಶ [199, 1116, 389, 1129]
kempegowda-col2: ಕಾರ್ಯಕ್ರಮವನ್ನು ಯಶಸ್ವಿಗೊಳಿಸಲು ಎಲ್ಲಾ ಇಲಾಖೆಯ ಅಧಿಕಾರಿಗಳು ಸಹಕರಿಸಬೇಕು. ಸಮಾಜದ ಎಲ್ಲಾ ವರ್ಗದ ಜನರು ಕಾರ್ಯಕ್ರಮದಲ್ಲಿ ಪಾಲ್ಗೊಳ್ಳಬೇಕು. ಶಾಲಾ ಕಾಲೇಜುಗಳಲ್ಲಿ ಕೆಂಪೇಗೌಡರ ಕುರಿತು ಪ್ರಬಂಧ ಸ್ಪರ್ಧೆ, ಭಾಷಣ ಸ್ಪರ್ಧೆ ಏರ್ಪಡಿಸಿ ವಿಜೇತರಿಗೆ ಬಹುಮಾನ ವಿತರಿಸಲಾಗುವುದು. ಕೆಂಪೇಗೌಡರು ಬೆಂಗಳೂರು ನಗರ ನಿರ್ಮಾಣದ ರೂವಾರಿಗಳು, ಅವರ ಆದರ್ಶಗಳನ್ನು ಯುವ ಪೀಳಿಗೆಗೆ ತಿಳಿಸುವ ಕೆಲಸ ಆಗಬೇಕು. ಸಭೆಯಲ್ಲಿ ಅಪರ ಜಿಲ್ಲಾಧಿಕಾರಿ, ಉಪವಿಭಾಗಾಧಿಕಾರಿ ಹಾಗೂ ಸಮುದಾಯದ ಮುಖಂಡರು ಉಪಸ್ಥಿತರಿದ್ದರು. [148, 368, 288, 473]
shivananda-kicker: ಕೃಷಿ ಮಾರುಕಟ್ಟೆ ಸಚಿವ ಶಿವಾನಂದ ಪಾಟೀಲ ಹೇಳಿಕೆ [402, 320, 628, 336]
lead-headline: ಸಿ. ಎಸ್. ಆರ್.ಅನುದಾನದ ಮೂಲಕ ಸರ್ಕಾರಿ ಶಾಲೆಗಳ ಅಭಿವೃದ್ಧಿಪಡಿಸಿ [8, 64, 605, 94]
notice-2-date: ದಿನಾಂಕ: 21.06.2025 [405, 1162, 463, 1170]
lead-col3: ಕೆ ಅಗತ್ಯವಿರುವ ಎಲ್ಲಾ ಸೌಲಭ್ಯ ಒದಗಿಸಲು ಸರ್ಕಾರ ಕ್ರಮ ಕೈಗೊಂಡಿದೆ. ಜಿಲ್ಲಾ ಪಂಚಾಯತ್ ಮುಖ್ಯ ಕಾರ್ಯನಿರ್ವಾಹಕ ಅಧಿಕಾರಿ ಅವರು ಮಾತನಾಡಿ ಸಿ.ಎಸ್.ಆರ್ ಅನುದಾನದ ಮೂಲಕ ಸರ್ಕಾರಿ ಶಾಲೆಗಳ ಕಟ್ಟಡ, ಸ್ಮಾರ್ಟ್ ಕ್ಲಾಸ್, ಪ್ರಯೋಗಾಲಯ, ಗ್ರಂಥಾಲಯ ನಿರ್ಮಾಣಕ್ಕೆ ನೆರವಾಗಬೇಕು. ಹೆಣ್ಣು ಮಕ್ಕಳಿಗೆ ಪ್ರತ್ಯೇಕ ಶೌಚಾಲಯ ಇಲ್ಲದ ಶಾಲೆಗಳು, ಕಾಂಪೌಂಡ್ ಇಲ್ಲದ ಶಾಲೆಗಳು, ಕುಡಿಯುವ ನೀರಿನ ವ್ಯವಸ್ಥೆ ಇಲ್ಲದ ಶಾಲೆಗಳನ್ನು ಆದ್ಯತೆ ಮೇಲೆ ಅಭಿವೃದ್ಧಿಪಡಿಸಬೇಕು ಎಂದರು. [368, 192, 544, 265]
logo-word-2: ಮುಗಿಲು [826, 6, 877, 27]
somanna-photo-1 [770, 864, 852, 948]
section-title: ಬೆಂ.ಗ್ರಾಮಾಂತರ-ರಾಮನಗರ [14, 14, 253, 44]
notice-1-title: ಪ್ರಕಟಣೆ [689, 1014, 728, 1026]
